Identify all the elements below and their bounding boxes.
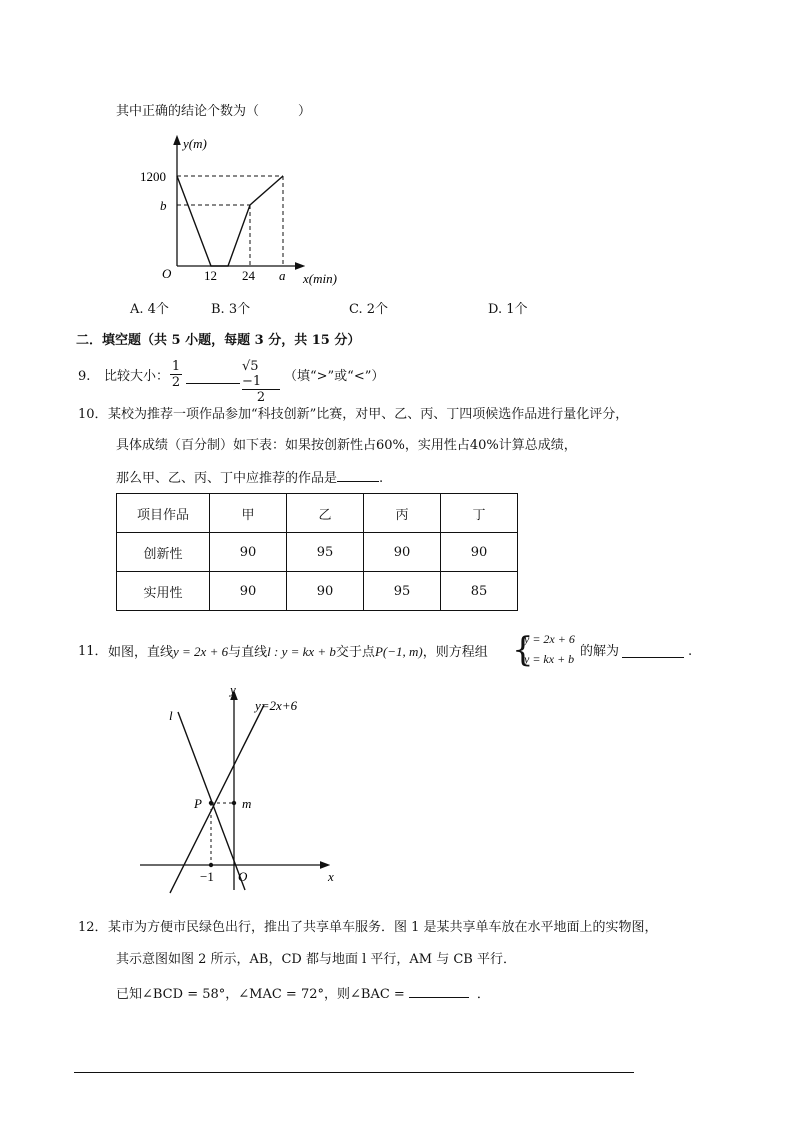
q10-line2: 具体成绩（百分制）如下表：如果按创新性占60%，实用性占40%计算总成绩， [116,438,577,453]
q9-fraction-2 [242,359,280,405]
q8-origin: O [162,266,172,281]
q9-frac2-den: 2 [256,390,266,405]
q11-system-eq1: y = 2x + 6 [524,632,575,646]
q11-x-tick: −1 [200,869,214,884]
table-cell: 90 [287,572,364,611]
q9-number: 9. [78,369,91,384]
q9-prefix: 比较大小： [104,369,170,384]
q8-graph-line [177,176,283,266]
q12-answer-blank[interactable] [409,985,469,998]
q8-y-tick-1200: 1200 [140,169,166,184]
q12-number: 12． [78,920,108,935]
q11-x-label: x [328,869,334,884]
q11-p-label: P [194,796,202,811]
q8-x-tick-a: a [279,268,286,283]
q11-y-label: y [230,682,236,697]
q11-end: . [688,644,693,659]
q8-x-tick-24: 24 [242,268,255,283]
q11-point-p [209,801,213,805]
table-header-cell: 项目作品 [117,494,210,533]
q9-frac1-num: 1 [171,359,181,374]
footer-rule [74,1072,634,1073]
table-row [117,533,518,572]
table-header-cell: 乙 [287,494,364,533]
q10-answer-blank[interactable] [337,469,379,482]
q11-lines-graph [0,680,794,900]
q11-origin: O [238,869,248,884]
q11-m-label: m [242,796,252,811]
q11-text-b: 与直线 [228,645,268,660]
q8-x-axis-label: x(min) [303,271,337,286]
table-cell: 创新性 [117,533,210,572]
q11-eq1: y = 2x + 6 [173,644,229,659]
q12-line3-text: 已知∠BCD = 58°，∠MAC = 72°，则∠BAC = [116,987,405,1002]
q8-stem-tail: 其中正确的结论个数为（ ） [116,104,312,119]
q11-text-c: 交于点 [335,645,375,660]
q11-system-eq2: y = kx + b [524,652,575,666]
q11-text-a: 如图，直线 [108,645,174,660]
table-row [117,572,518,611]
table-header-cell: 甲 [210,494,287,533]
q8-option-a[interactable]: A. 4个 [130,302,169,317]
table-header-cell: 丁 [441,494,518,533]
q8-option-d[interactable]: D. 1个 [488,302,528,317]
q8-option-c[interactable]: C. 2个 [349,302,389,317]
q8-x-tick-12: 12 [204,268,217,283]
q8-y-tick-b: b [160,198,167,213]
section-heading: 二．填空题（共 5 小题，每题 3 分，共 15 分） [76,333,361,348]
q11-point: P(−1, m) [374,644,423,659]
q12-line3-end: ． [476,987,490,1002]
q10-line3-text: 那么甲、乙、丙、丁中应推荐的作品是 [116,471,338,486]
q12-line2: 其示意图如图 2 所示，AB，CD 都与地面 l 平行，AM 与 CB 平行． [116,952,516,967]
q11-number: 11． [78,644,108,659]
table-cell: 90 [364,533,441,572]
q10-score-table [116,493,518,611]
q9-frac2-num: √5 −1 [242,359,262,389]
table-cell: 95 [364,572,441,611]
q9-fraction-1 [170,359,182,390]
q9-hint: （填“>”或“<”） [284,369,385,384]
table-cell: 90 [210,572,287,611]
table-cell: 85 [441,572,518,611]
q8-option-b[interactable]: B. 3个 [211,302,251,317]
table-cell: 90 [210,533,287,572]
q11-text-e: 的解为 [580,644,620,659]
q10-line3-end: . [379,471,384,486]
q11-answer-blank[interactable] [622,644,684,658]
q11-point-m [232,801,236,805]
q10-number: 10． [78,407,108,422]
q12-line3 [116,985,490,1003]
q11-point-neg1 [209,863,213,867]
q8-y-axis-label: y(m) [183,136,207,151]
q10-line3 [116,469,383,487]
q11-system-brace: { [512,630,534,670]
q12-line1: 某市为方便市民绿色出行，推出了共享单车服务．图 1 是某共享单车放在水平地面上的实物图， [108,920,658,935]
q11-text [108,644,488,661]
q11-text-d: ，则方程组 [422,645,488,660]
table-header-row [117,494,518,533]
q10-line1: 某校为推荐一项作品参加“科技创新”比赛，对甲、乙、丙、丁四项候选作品进行量化评分， [108,407,629,422]
table-header-cell: 丙 [364,494,441,533]
q11-eq2: l : y = kx + b [267,644,336,659]
table-cell: 95 [287,533,364,572]
q9-frac1-den: 2 [171,375,181,390]
table-cell: 90 [441,533,518,572]
q11-line2-label: l [169,708,173,723]
q9-answer-blank[interactable] [186,369,240,384]
table-cell: 实用性 [117,572,210,611]
q11-line1-label: y=2x+6 [255,698,298,713]
